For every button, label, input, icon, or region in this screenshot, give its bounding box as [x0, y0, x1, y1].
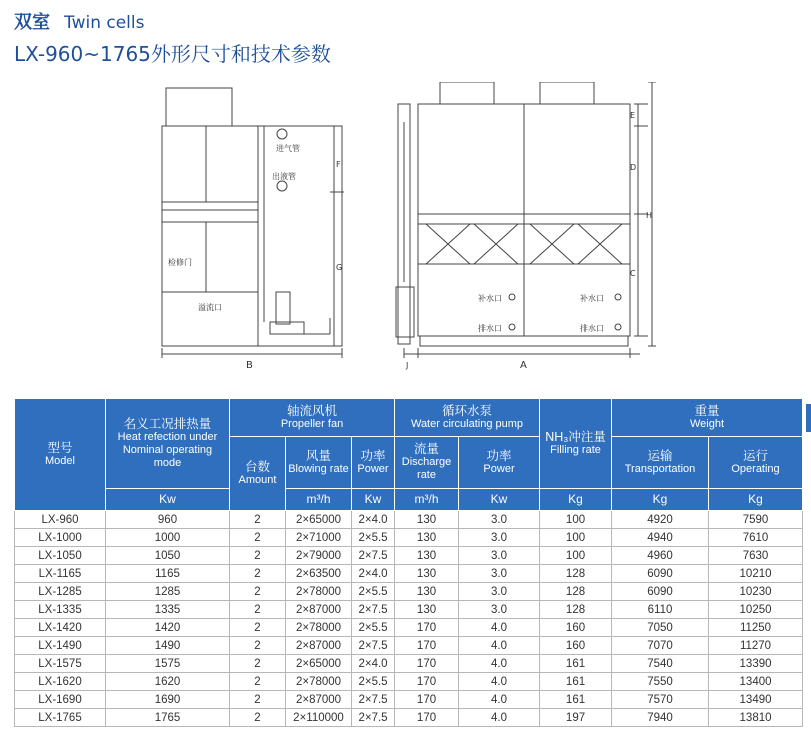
header-fan-power: 功率 Power	[352, 437, 395, 489]
spec-table	[14, 398, 803, 727]
table-cell: 3.0	[459, 511, 540, 529]
table-cell: 128	[540, 601, 612, 619]
table-cell: 7630	[709, 547, 803, 565]
unit-pump-power: Kw	[459, 489, 540, 511]
label-inlet-pipe: 进气管	[276, 144, 300, 153]
unit-flow: m³/h	[395, 489, 459, 511]
table-cell: 13810	[709, 709, 803, 727]
table-cell: 1165	[106, 565, 230, 583]
table-cell: 130	[395, 565, 459, 583]
table-cell: 1690	[106, 691, 230, 709]
label-makeup-2: 补水口	[580, 294, 604, 303]
table-cell: 2	[230, 619, 286, 637]
front-view	[396, 82, 656, 358]
table-cell: 170	[395, 709, 459, 727]
table-cell: 1335	[106, 601, 230, 619]
table-cell: 3.0	[459, 529, 540, 547]
table-cell: 2	[230, 709, 286, 727]
table-cell: 197	[540, 709, 612, 727]
table-row	[15, 529, 803, 547]
table-cell: 2×65000	[286, 511, 352, 529]
table-cell: 128	[540, 583, 612, 601]
page-title	[14, 8, 144, 34]
table-cell: 130	[395, 547, 459, 565]
table-cell: 2×4.0	[352, 655, 395, 673]
unit-transport: Kg	[612, 489, 709, 511]
table-cell: 170	[395, 637, 459, 655]
table-cell: 2×7.5	[352, 709, 395, 727]
table-cell: 4.0	[459, 673, 540, 691]
table-cell: 7570	[612, 691, 709, 709]
table-row	[15, 637, 803, 655]
table-row	[15, 565, 803, 583]
table-cell: LX-1690	[15, 691, 106, 709]
table-cell: 2	[230, 601, 286, 619]
table-cell: LX-1285	[15, 583, 106, 601]
unit-operating: Kg	[709, 489, 803, 511]
table-cell: 3.0	[459, 565, 540, 583]
table-cell: 2×7.5	[352, 637, 395, 655]
table-cell: 2×5.5	[352, 583, 395, 601]
table-cell: 100	[540, 547, 612, 565]
table-cell: 2×5.5	[352, 673, 395, 691]
table-cell: 10210	[709, 565, 803, 583]
table-cell: 3.0	[459, 583, 540, 601]
table-cell: 2×79000	[286, 547, 352, 565]
table-cell: 6110	[612, 601, 709, 619]
table-cell: 2×110000	[286, 709, 352, 727]
label-access-door: 检修门	[168, 258, 192, 267]
table-cell: 130	[395, 601, 459, 619]
table-cell: 2	[230, 529, 286, 547]
table-cell: 2	[230, 583, 286, 601]
header-weight: 重量 Weight	[612, 399, 803, 437]
dim-c: C	[630, 269, 636, 278]
table-cell: 130	[395, 583, 459, 601]
table-cell: 2×87000	[286, 691, 352, 709]
table-cell: 2	[230, 673, 286, 691]
unit-air: m³/h	[286, 489, 352, 511]
table-cell: 161	[540, 673, 612, 691]
table-cell: 170	[395, 691, 459, 709]
table-cell: LX-1765	[15, 709, 106, 727]
table-cell: 960	[106, 511, 230, 529]
table-cell: 2×87000	[286, 601, 352, 619]
header-qty: 台数 Amount	[230, 437, 286, 511]
table-cell: 2×78000	[286, 619, 352, 637]
table-cell: 128	[540, 565, 612, 583]
unit-fan-power: Kw	[352, 489, 395, 511]
title-cn: 双室	[14, 12, 50, 33]
page-subtitle: LX-960~1765外形尺寸和技术参数	[14, 42, 331, 66]
table-cell: 10250	[709, 601, 803, 619]
dim-a: A	[520, 360, 527, 371]
table-cell: 13390	[709, 655, 803, 673]
table-cell: 2×63500	[286, 565, 352, 583]
dim-g: G	[336, 263, 343, 272]
table-cell: 2×65000	[286, 655, 352, 673]
table-cell: 2×4.0	[352, 565, 395, 583]
label-drain-2: 排水口	[580, 324, 604, 333]
table-row	[15, 601, 803, 619]
table-cell: 160	[540, 637, 612, 655]
header-nh3: NH₃冲注量 Filling rate	[540, 399, 612, 489]
table-cell: 100	[540, 511, 612, 529]
table-cell: LX-1420	[15, 619, 106, 637]
table-cell: 2	[230, 547, 286, 565]
header-pump-power: 功率 Power	[459, 437, 540, 489]
table-cell: 4.0	[459, 655, 540, 673]
table-row	[15, 691, 803, 709]
table-cell: 3.0	[459, 547, 540, 565]
table-row	[15, 655, 803, 673]
table-cell: LX-1050	[15, 547, 106, 565]
table-cell: 4940	[612, 529, 709, 547]
table-cell: 4.0	[459, 637, 540, 655]
table-cell: 160	[540, 619, 612, 637]
table-cell: 3.0	[459, 601, 540, 619]
side-view	[162, 82, 656, 358]
table-cell: LX-1335	[15, 601, 106, 619]
table-row	[15, 709, 803, 727]
table-cell: 1620	[106, 673, 230, 691]
table-cell: 13400	[709, 673, 803, 691]
table-cell: 2×7.5	[352, 691, 395, 709]
table-cell: 2×78000	[286, 673, 352, 691]
table-cell: 161	[540, 655, 612, 673]
table-cell: 2	[230, 691, 286, 709]
table-cell: 2×5.5	[352, 619, 395, 637]
table-cell: 161	[540, 691, 612, 709]
dim-j: J	[406, 361, 409, 370]
table-cell: LX-1575	[15, 655, 106, 673]
table-cell: 2×4.0	[352, 511, 395, 529]
header-flow: 流量 Discharge rate	[395, 437, 459, 489]
table-cell: 170	[395, 655, 459, 673]
header-transport: 运输 Transportation	[612, 437, 709, 489]
table-cell: 2	[230, 565, 286, 583]
table-cell: 4960	[612, 547, 709, 565]
page-edge-tab	[806, 404, 811, 432]
table-cell: 4.0	[459, 691, 540, 709]
table-cell: 4.0	[459, 619, 540, 637]
label-drain-1: 排水口	[478, 324, 502, 333]
table-cell: 130	[395, 511, 459, 529]
table-cell: 1420	[106, 619, 230, 637]
table-cell: 4920	[612, 511, 709, 529]
table-cell: 6090	[612, 583, 709, 601]
dim-d: D	[630, 163, 637, 172]
table-cell: 1490	[106, 637, 230, 655]
table-cell: 2×87000	[286, 637, 352, 655]
table-cell: 7610	[709, 529, 803, 547]
table-row	[15, 673, 803, 691]
header-heat: 名义工况排热量 Heat refection under Nominal operating mode	[106, 399, 230, 489]
spec-table-body	[15, 511, 803, 727]
table-row	[15, 547, 803, 565]
dim-b: B	[246, 360, 253, 371]
table-cell: 1575	[106, 655, 230, 673]
table-cell: 7550	[612, 673, 709, 691]
table-cell: 130	[395, 529, 459, 547]
table-cell: LX-1165	[15, 565, 106, 583]
header-air: 风量 Blowing rate	[286, 437, 352, 489]
table-cell: 11270	[709, 637, 803, 655]
label-makeup-1: 补水口	[478, 294, 502, 303]
title-en: Twin cells	[64, 13, 145, 33]
table-cell: 2×5.5	[352, 529, 395, 547]
header-operating: 运行 Operating	[709, 437, 803, 489]
table-cell: 7070	[612, 637, 709, 655]
table-cell: 7050	[612, 619, 709, 637]
table-cell: 7940	[612, 709, 709, 727]
dimension-drawing	[0, 82, 811, 372]
table-cell: 2	[230, 637, 286, 655]
table-cell: LX-960	[15, 511, 106, 529]
unit-heat: Kw	[106, 489, 230, 511]
dim-f: F	[336, 160, 341, 169]
table-cell: 11250	[709, 619, 803, 637]
table-cell: 2×78000	[286, 583, 352, 601]
table-cell: 7540	[612, 655, 709, 673]
table-cell: 1050	[106, 547, 230, 565]
label-outlet-pipe: 出液管	[272, 172, 296, 181]
table-cell: 2	[230, 655, 286, 673]
table-cell: LX-1000	[15, 529, 106, 547]
unit-nh3: Kg	[540, 489, 612, 511]
table-cell: 170	[395, 619, 459, 637]
table-row	[15, 583, 803, 601]
table-cell: LX-1620	[15, 673, 106, 691]
label-overflow: 溢流口	[198, 303, 222, 312]
table-cell: 1000	[106, 529, 230, 547]
table-cell: 100	[540, 529, 612, 547]
table-cell: 7590	[709, 511, 803, 529]
header-pump: 循环水泵 Water circulating pump	[395, 399, 540, 437]
table-cell: 13490	[709, 691, 803, 709]
table-cell: 2	[230, 511, 286, 529]
table-cell: 1765	[106, 709, 230, 727]
dim-e: E	[630, 111, 636, 120]
table-row	[15, 619, 803, 637]
table-row	[15, 511, 803, 529]
table-cell: 2×7.5	[352, 601, 395, 619]
table-cell: 170	[395, 673, 459, 691]
header-model: 型号 Model	[15, 399, 106, 511]
table-cell: LX-1490	[15, 637, 106, 655]
table-cell: 2×7.5	[352, 547, 395, 565]
table-cell: 6090	[612, 565, 709, 583]
dim-h: H	[646, 211, 653, 220]
table-cell: 1285	[106, 583, 230, 601]
table-cell: 10230	[709, 583, 803, 601]
table-cell: 4.0	[459, 709, 540, 727]
header-fan: 轴流风机 Propeller fan	[230, 399, 395, 437]
table-cell: 2×71000	[286, 529, 352, 547]
